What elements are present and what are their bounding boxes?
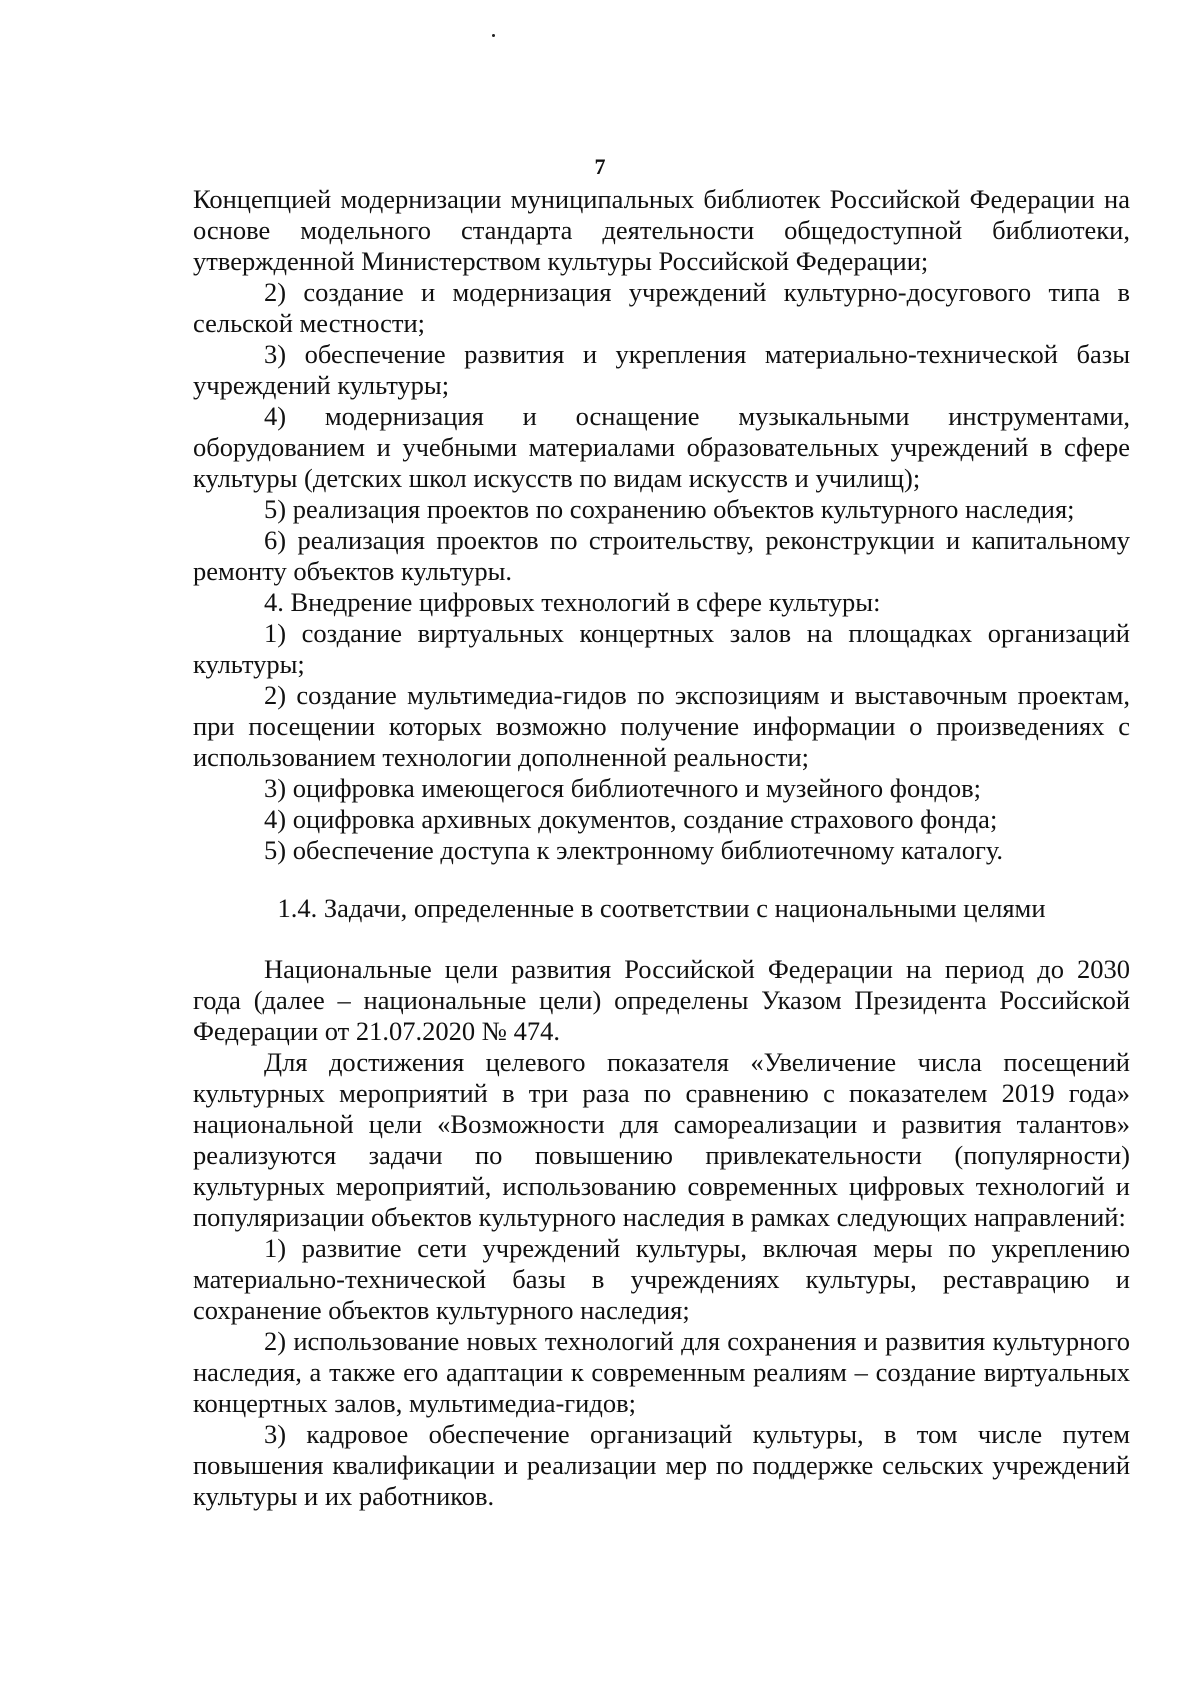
- paragraph: Национальные цели развития Российской Федерации на период до 2030 года (далее – национальные цели) определены Указом Президента Российской Федерации от 21.07.2020 № 474.: [193, 954, 1130, 1046]
- paragraph: Для достижения целевого показателя «Увеличение числа посещений культурных мероприятий в три раза по сравнению с показателем 2019 года» национальной цели «Возможности для самореализации и развития талантов» реализуются задачи по повышению привлекательности (популярности) культурных мероприятий, использованию современных цифровых технологий и популяризации объектов культурного наследия в рамках следующих направлений:: [193, 1047, 1130, 1232]
- list-item: 6) реализация проектов по строительству, реконструкции и капитальному ремонту объектов культуры.: [193, 525, 1130, 586]
- list-item: 5) обеспечение доступа к электронному библиотечному каталогу.: [264, 835, 1004, 865]
- list-item: 1) создание виртуальных концертных залов на площадках организаций культуры;: [193, 618, 1130, 679]
- list-item: 5) реализация проектов по сохранению объектов культурного наследия;: [264, 494, 1075, 524]
- list-item: 4) оцифровка архивных документов, создание страхового фонда;: [264, 804, 998, 834]
- scan-speck: [492, 34, 495, 37]
- section-heading: 1.4. Задачи, определенные в соответствии с национальными целями: [277, 893, 1046, 923]
- list-item: 3) обеспечение развития и укрепления материально-технической базы учреждений культуры;: [193, 339, 1130, 400]
- page-number: 7: [594, 154, 606, 179]
- list-item: 4) модернизация и оснащение музыкальными инструментами, оборудованием и учебными материалами образовательных учреждений в сфере культуры (детских школ искусств по видам искусств и училищ);: [193, 401, 1130, 493]
- list-item: 2) создание мультимедиа-гидов по экспозициям и выставочным проектам, при посещении которых возможно получение информации о произведениях с использованием технологии дополненной реальности;: [193, 680, 1130, 772]
- list-item: 3) кадровое обеспечение организаций культуры, в том числе путем повышения квалификации и реализации мер по поддержке сельских учреждений культуры и их работников.: [193, 1419, 1130, 1511]
- paragraph: Концепцией модернизации муниципальных библиотек Российской Федерации на основе модельного стандарта деятельности общедоступной библиотеки, утвержденной Министерством культуры Российской Федерации;: [193, 184, 1130, 276]
- list-item: 2) использование новых технологий для сохранения и развития культурного наследия, а также его адаптации к современным реалиям – создание виртуальных концертных залов, мультимедиа-гидов;: [193, 1326, 1130, 1418]
- document-body: [193, 184, 1130, 1512]
- list-item: 2) создание и модернизация учреждений культурно-досугового типа в сельской местности;: [193, 277, 1130, 338]
- list-item: 3) оцифровка имеющегося библиотечного и музейного фондов;: [264, 773, 982, 803]
- list-item: 1) развитие сети учреждений культуры, включая меры по укреплению материально-технической базы в учреждениях культуры, реставрацию и сохранение объектов культурного наследия;: [193, 1233, 1130, 1325]
- section-item: 4. Внедрение цифровых технологий в сфере культуры:: [264, 587, 881, 617]
